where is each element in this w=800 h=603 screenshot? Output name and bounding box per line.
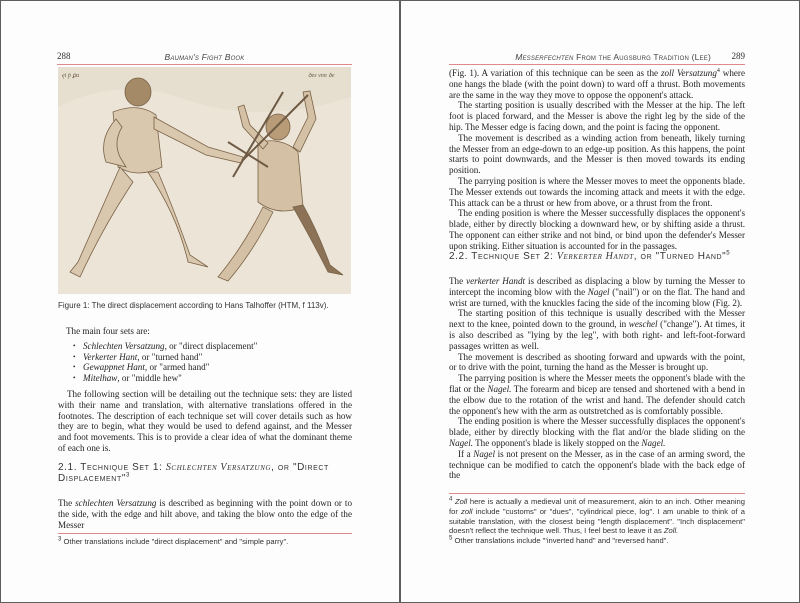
paragraph: The parrying position is where the Messer moves to meet the opponents blade. The Messer extends out towards the incoming attack and meets it with the edge. This attack can be a thrust or hew from above, or a thrust from the front. — [449, 175, 745, 208]
right-body-bottom — [449, 276, 745, 481]
paragraph: If a Nagel is not present on the Messer, as in the case of an arming sword, the technique can be modified to catch the opponent's blade with the back edge of the — [449, 448, 746, 481]
footnote-ref[interactable]: 4 — [716, 67, 720, 74]
paragraph: The movement is described as a winding action from beneath, likely turning the Messer from an edge-down to an edge-up position. As this happens, the point starts to point downwards, and the Messer is then moved towards its ending position. — [449, 132, 745, 176]
technique-sets-list — [58, 341, 352, 384]
left-body — [58, 326, 352, 454]
running-title: Messerfechten From the Augsburg Tradition (Lee) — [515, 52, 711, 62]
paragraph: The ending position is where the Messer successfully displaces the opponent's blade, either by directly blocking a downward hew, or by shifting aside a thrust. The opponent can either strike and not bind, or bind upon the defender's Messer upon striking. Either situation is accounted for in the passages. — [449, 208, 745, 251]
figure-caption: Figure 1: The direct displacement according to Hans Talhoffer (HTM, f 113v). — [58, 301, 329, 310]
footnote: $^4$ Zoll here is actually a medieval unit of measurement, akin to an inch. Other meaning for zoll include "customs" or "dues", "cylindrical piece, log". I am unable to think of a suitable translation, with the closest being "length displacement". "Inch displacement" doesn't reflect the technique well. Thus, I feel best to leave it as Zoll. — [449, 496, 745, 536]
list-item: • Mitelhaw, or "middle hew" — [83, 373, 352, 384]
footnote: $^5$ Other translations include "'inverted hand" and "reversed hand". — [449, 535, 669, 546]
footnote-ref[interactable]: 3 — [125, 472, 130, 479]
running-header — [57, 50, 352, 65]
paragraph: The parrying position is where the Messer meets the opponent's blade with the flat or the Nagel. The forearm and bicep are tensed and shortened with a bend in the elbow due to the rotation of the wrist and hand. The defender should catch the opponent's hew with the arm as outstretched as is comfortably possible. — [449, 373, 745, 416]
footnotes — [449, 497, 745, 546]
svg-text:ꝺes vnn ꝺe: ꝺes vnn ꝺe — [308, 73, 335, 79]
paragraph: The movement is described as shooting forward and upwards with the point, or to drive with the point, turning the hand as the Messer is brought up. — [449, 351, 745, 373]
list-item: • Schlechten Versatzung, or "direct displacement" — [83, 341, 352, 352]
footnote-rule — [58, 533, 352, 534]
page-number: 289 — [731, 51, 745, 61]
list-intro: The main four sets are: — [66, 326, 150, 336]
figure-illustration — [58, 67, 351, 294]
paragraph: The ending position is where the Messer successfully displaces the opponent's blade, either by directly blocking with the flat and/or the blade sliding on the Nagel. The opponent's blade is likely stopped on the Nagel. — [449, 416, 745, 448]
list-item: • Verkerter Hant, or "turned hand" — [83, 352, 352, 363]
running-title: Bauman's Fight Book — [164, 52, 245, 62]
section-heading: 2.2. Technique Set 2: Verkerter Handt, or "Turned Hand"$^5$ — [449, 250, 731, 262]
left-page — [1, 1, 399, 602]
footnotes — [58, 537, 352, 547]
section-heading: 2.1. Technique Set 1: Schlechten Versatzung, or "Direct Displacement"$^3$ — [58, 462, 329, 484]
paragraph: The following section will be detailing out the technique sets: they are listed with their name and translation, with alternative translations offered in the footnotes. The description of each technique set will cover details such as how they are to begin, what they would be used to defend against, and the Messer and foot movements. This is to provide a clear idea of what the dominant theme of each one is. — [58, 388, 352, 453]
right-body-top — [449, 68, 745, 252]
list-item: • Gewappnet Hant, or "armed hand" — [83, 362, 352, 373]
section-paragraph: The schlechten Versatzung is described as beginning with the point down or to the side, with the edge and hilt above, and taking the blow onto the edge of the Messer — [58, 498, 352, 530]
paragraph: The starting position of this technique is usually described with the Messer next to the knee, pointed down to the ground, in weschel ("change"). At times, it is also described as "lying by the leg", with both right- and left-foot-forward passages written as well. — [449, 308, 746, 351]
page-number: 288 — [57, 51, 71, 61]
footnote-ref[interactable]: 5 — [726, 250, 731, 257]
right-page — [401, 1, 799, 602]
paragraph: (Fig. 1). A variation of this technique can be seen as the zoll Versatzung$^4$ where one hangs the blade (with the point down) to ward off a thrust. Both movements are the same in the way they move to oppose the opponent's attack. — [449, 67, 745, 100]
footnote: $^3$ Other translations include "direct displacement" and "simple parry". — [58, 536, 289, 546]
paragraph: The verkerter Handt is described as displacing a blow by turning the Messer to intercept the incoming blow with the Nagel ("nail") or on the flat. The hand and wrist are turned, with the knuckles facing the side of the incoming blow (Fig. 2). — [449, 276, 745, 308]
fencers-illustration — [58, 67, 351, 294]
svg-text:ęi p̄ ꝑa: ęi p̄ ꝑa — [62, 73, 80, 79]
paragraph: The starting position is usually described with the Messer at the hip. The left foot is placed forward, and the Messer is above the right leg by the side of the hip. The Messer edge is facing down, and the point is facing the opponent. — [449, 100, 745, 132]
footnote-rule — [449, 493, 745, 494]
running-header — [449, 50, 745, 65]
